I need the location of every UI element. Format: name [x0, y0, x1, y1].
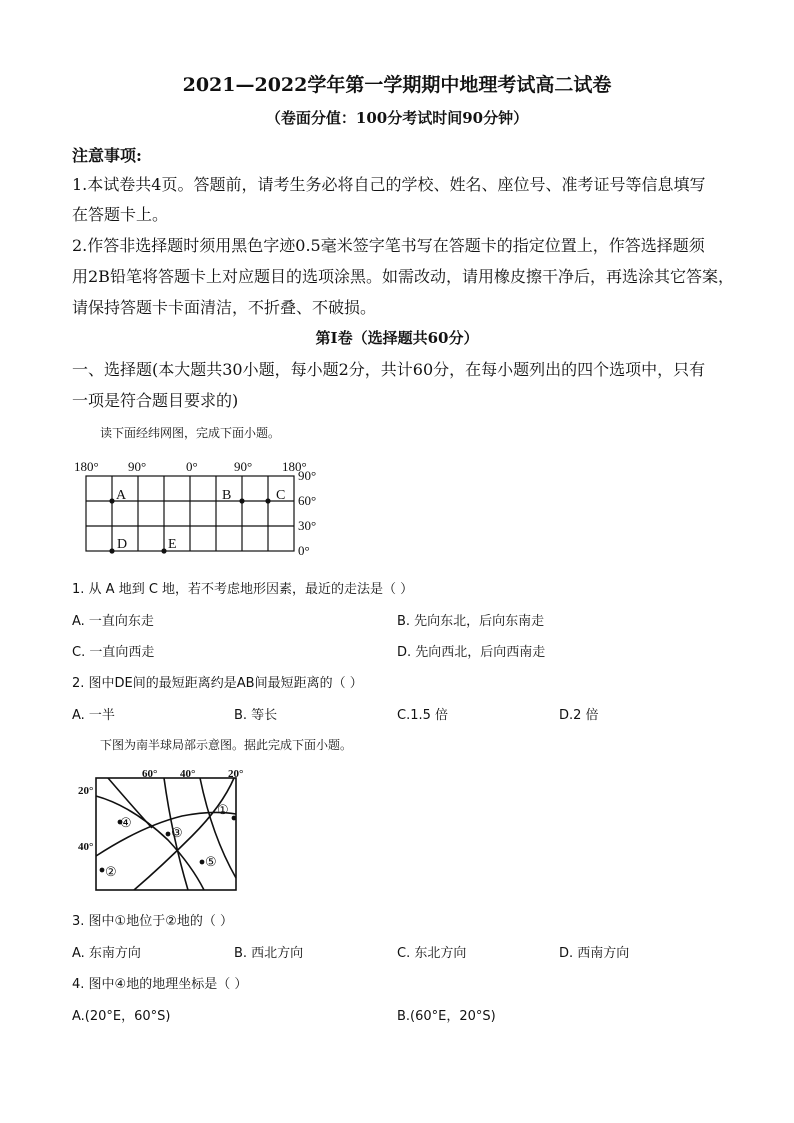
point-d-label: D [117, 537, 128, 552]
q1-option-b[interactable]: B. 先向东北，后向东南走 [397, 614, 545, 629]
q1-option-d[interactable]: D. 先向西北，后向西南走 [397, 645, 546, 660]
southern-hemisphere-figure [72, 766, 252, 896]
page-title: 2021—2022学年第一学期期中地理考试高二试卷 [182, 74, 612, 96]
point-3-label: ③ [171, 825, 183, 840]
point-c-marker [265, 498, 270, 503]
left-label: 20° [78, 785, 94, 797]
point-e-marker [161, 548, 166, 553]
lon-label: 0° [186, 459, 198, 474]
q4-stem: 4. 图中④地的地理坐标是（ ） [72, 977, 248, 992]
point-a-label: A [116, 488, 127, 503]
point-e-label: E [168, 537, 177, 552]
q3-option-a[interactable]: A. 东南方向 [72, 946, 141, 961]
q3-option-b[interactable]: B. 西北方向 [234, 946, 304, 961]
lat-label: 30° [298, 518, 317, 533]
q1-option-a[interactable]: A. 一直向东走 [72, 614, 154, 629]
top-label: 20° [228, 768, 244, 780]
top-label: 40° [180, 768, 196, 780]
section-title: 第Ⅰ卷（选择题共60分） [315, 329, 479, 347]
notice-item1-line1: 1.本试卷共4页。答题前，请考生务必将自己的学校、姓名、座位号、准考证号等信息填写 [72, 175, 706, 194]
q2-option-d[interactable]: D.2 倍 [559, 708, 599, 723]
top-label: 60° [142, 768, 158, 780]
section-instructions-line2: 一项是符合题目要求的) [72, 391, 239, 410]
page-subtitle: （卷面分值：100分考试时间90分钟） [265, 109, 529, 127]
point-2-label: ② [105, 864, 117, 879]
q1-stem: 1. 从 A 地到 C 地，若不考虑地形因素，最近的走法是（ ） [72, 582, 414, 597]
q1-option-c[interactable]: C. 一直向西走 [72, 645, 155, 660]
point-d-marker [109, 548, 114, 553]
graticule-figure [72, 456, 334, 560]
q3-stem: 3. 图中①地位于②地的（ ） [72, 914, 233, 929]
lat-label: 60° [298, 493, 317, 508]
notice-item2-line1: 2.作答非选择题时须用黑色字迹0.5毫米签字笔书写在答题卡的指定位置上，作答选择题须 [72, 236, 705, 255]
notice-item2-line3: 请保持答题卡卡面清洁，不折叠、不破损。 [72, 298, 377, 317]
q2-option-c[interactable]: C.1.5 倍 [397, 708, 449, 723]
point-1-label: ① [217, 802, 229, 817]
lon-label: 180° [74, 459, 99, 474]
lat-label: 90° [298, 468, 317, 483]
point-b-label: B [222, 488, 232, 503]
q3-option-d[interactable]: D. 西南方向 [559, 946, 630, 961]
left-label: 40° [78, 841, 94, 853]
notice-item1-line2: 在答题卡上。 [72, 205, 169, 224]
lon-label: 180° [282, 459, 307, 474]
point-5-label: ⑤ [205, 854, 217, 869]
notice-heading: 注意事项: [72, 146, 142, 165]
lat-label: 0° [298, 543, 310, 558]
q2-option-b[interactable]: B. 等长 [234, 708, 278, 723]
group2-intro: 下图为南半球局部示意图。据此完成下面小题。 [100, 738, 353, 752]
q2-stem: 2. 图中DE间的最短距离约是AB间最短距离的（ ） [72, 676, 363, 691]
group1-intro: 读下面经纬网图，完成下面小题。 [100, 426, 281, 440]
q4-option-a[interactable]: A.(20°E，60°S) [72, 1009, 171, 1024]
point-4-label: ④ [120, 815, 132, 830]
lon-label: 90° [234, 459, 253, 474]
point-b-marker [239, 498, 244, 503]
q2-option-a[interactable]: A. 一半 [72, 708, 115, 723]
point-c-label: C [276, 488, 286, 503]
notice-item2-line2: 用2B铅笔将答题卡上对应题目的选项涂黑。如需改动，请用橡皮擦干净后，再选涂其它答案， [72, 267, 734, 286]
q3-option-c[interactable]: C. 东北方向 [397, 946, 467, 961]
q4-option-b[interactable]: B.(60°E，20°S) [397, 1009, 496, 1024]
point-a-marker [109, 498, 114, 503]
lon-label: 90° [128, 459, 147, 474]
section-instructions-line1: 一、选择题(本大题共30小题，每小题2分，共计60分，在每小题列出的四个选项中，只有 [72, 360, 706, 379]
